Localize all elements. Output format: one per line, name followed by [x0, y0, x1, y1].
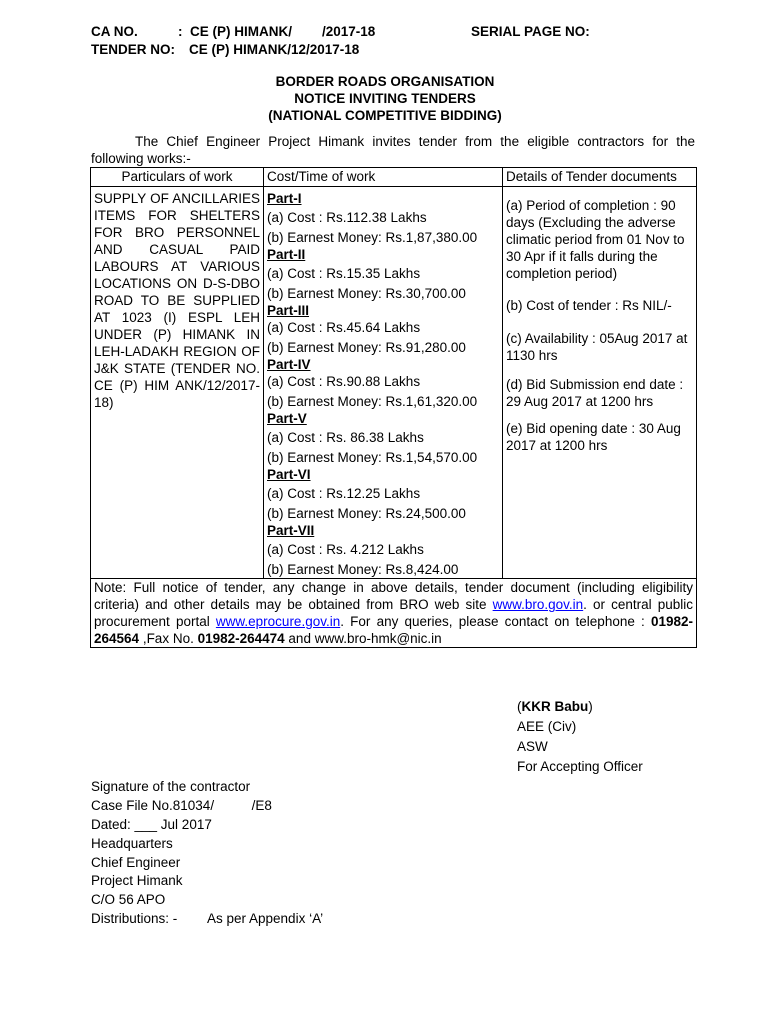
part-earnest: (b) Earnest Money: Rs.1,61,320.00: [267, 394, 478, 409]
part-cost: (a) Cost : Rs.45.64 Lakhs: [267, 320, 421, 335]
signatory-role: For Accepting Officer: [517, 759, 643, 774]
dated: Dated: ___ Jul 2017: [91, 817, 212, 832]
part-cost: (a) Cost : Rs.90.88 Lakhs: [267, 374, 421, 389]
part-name: Part-VI: [267, 467, 311, 482]
intro-line-1: The Chief Engineer Project Himank invites tender from the eligible contractors for the: [135, 134, 695, 149]
project-himank: Project Himank: [91, 873, 183, 888]
part-cost: (a) Cost : Rs.15.35 Lakhs: [267, 266, 421, 281]
detail-cost-of-tender: (b) Cost of tender : Rs NIL/-: [506, 298, 672, 313]
contractor-signature: Signature of the contractor: [91, 779, 251, 794]
ca-no-value: : CE (P) HIMANK/ /2017-18: [178, 24, 376, 39]
apo-address: C/O 56 APO: [91, 892, 166, 907]
detail-bid-opening: (e) Bid opening date : 30 Aug 2017 at 1200 hrs: [506, 421, 681, 453]
table-header-row: [91, 168, 697, 187]
bracket-open: (: [517, 699, 522, 714]
note-text: Note: Full notice of tender, any change in above details, tender document (including eligibility criteria) and other details may be obtained from BRO web site: [94, 580, 693, 612]
part-earnest: (b) Earnest Money: Rs.1,54,570.00: [267, 450, 478, 465]
tender-table: [90, 167, 697, 648]
fax-number: 01982-264474: [197, 631, 285, 646]
note-cell: [91, 579, 697, 648]
part-cost: (a) Cost : Rs.112.38 Lakhs: [267, 210, 427, 225]
part-name: Part-VII: [267, 523, 315, 538]
distributions-label: Distributions: -: [91, 911, 178, 926]
title-notice: NOTICE INVITING TENDERS: [294, 91, 476, 106]
part-earnest: (b) Earnest Money: Rs.91,280.00: [267, 340, 466, 355]
signatory-name: [517, 699, 593, 714]
detail-period: (a) Period of completion : 90 days (Excluding the adverse climatic period from 01 Nov to 30 Apr if it falls during the completion period): [506, 198, 685, 281]
part-cost: (a) Cost : Rs. 4.212 Lakhs: [267, 542, 424, 557]
signatory-designation: AEE (Civ): [517, 719, 577, 734]
details-cell: [503, 187, 697, 579]
intro-line-2: following works:-: [91, 151, 191, 166]
title-org: BORDER ROADS ORGANISATION: [275, 74, 495, 89]
tender-no-label: TENDER NO:: [91, 42, 175, 57]
tender-no-value: CE (P) HIMANK/12/2017-18: [189, 42, 360, 57]
part-name: Part-IV: [267, 357, 311, 372]
part-earnest: (b) Earnest Money: Rs.8,424.00: [267, 562, 459, 577]
note-text: and www.bro-hmk@nic.in: [284, 631, 442, 646]
part-name: Part-II: [267, 247, 306, 262]
note-text: . or central public procurement portal: [94, 597, 693, 629]
title-bidding: (NATIONAL COMPETITIVE BIDDING): [268, 108, 502, 123]
part-cost: (a) Cost : Rs. 86.38 Lakhs: [267, 430, 424, 445]
bracket-close: ): [588, 699, 593, 714]
note-row: [91, 579, 697, 648]
note-text: . For any queries, please contact on telephone :: [340, 614, 651, 629]
officer-name: KKR Babu: [521, 699, 589, 714]
part-name: Part-III: [267, 303, 310, 318]
part-name: Part-I: [267, 191, 302, 206]
serial-page-label: SERIAL PAGE NO:: [471, 24, 590, 39]
detail-bid-submission: (d) Bid Submission end date : 29 Aug 2017 at 1200 hrs: [506, 377, 684, 409]
header-cost-time: Cost/Time of work: [264, 168, 503, 187]
part-earnest: (b) Earnest Money: Rs.1,87,380.00: [267, 230, 478, 245]
part-name: Part-V: [267, 411, 307, 426]
case-file-no: Case File No.81034/ /E8: [91, 798, 272, 813]
table-row: [91, 187, 697, 579]
parts-cell: [264, 187, 503, 579]
note-text: ,Fax No.: [139, 631, 198, 646]
bro-website-link[interactable]: www.bro.gov.in: [492, 597, 584, 612]
part-earnest: (b) Earnest Money: Rs.30,700.00: [267, 286, 466, 301]
works-description: SUPPLY OF ANCILLARIES ITEMS FOR SHELTERS FOR BRO PERSONNEL AND CASUAL PAID LABOURS AT VARIOUS LOCATIONS ON D-S-DBO ROAD TO BE SUPPLIED AT 1023 (I) ESPL LEH UNDER (P) HIMANK IN LEH-LADAKH REGION OF J&K STATE (TENDER NO. CE (P) HIM ANK/12/2017-18): [91, 187, 264, 579]
detail-availability: (c) Availability : 05Aug 2017 at 1130 hrs: [506, 331, 688, 363]
signatory-rank: ASW: [517, 739, 548, 754]
header-details: Details of Tender documents: [503, 168, 697, 187]
part-earnest: (b) Earnest Money: Rs.24,500.00: [267, 506, 466, 521]
distributions-appendix: As per Appendix ‘A’: [207, 911, 324, 926]
headquarters: Headquarters: [91, 836, 173, 851]
header-particulars: Particulars of work: [91, 168, 264, 187]
eprocure-link[interactable]: www.eprocure.gov.in: [215, 614, 341, 629]
part-cost: (a) Cost : Rs.12.25 Lakhs: [267, 486, 421, 501]
ca-no-label: CA NO.: [91, 24, 138, 39]
chief-engineer: Chief Engineer: [91, 855, 181, 870]
telephone-number: 01982-264564: [94, 614, 693, 646]
